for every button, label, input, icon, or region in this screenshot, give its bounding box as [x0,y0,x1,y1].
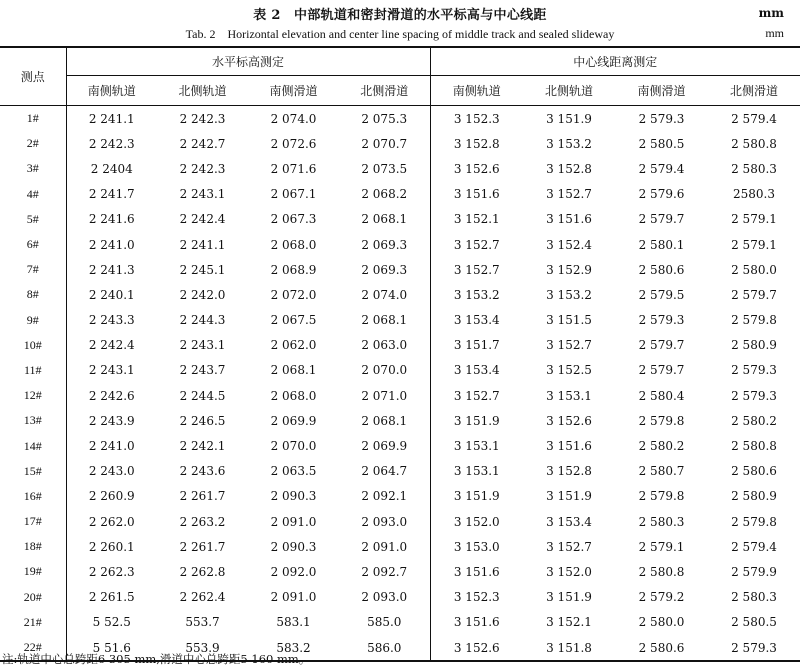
table-row [0,459,800,484]
value-cell: 3 153.2 [546,136,592,151]
header-group-row [0,47,800,76]
value-cell: 2 580.4 [638,388,685,403]
value-cell: 2 068.9 [270,262,317,277]
value-cell: 2 262.0 [88,514,135,529]
value-cell: 2 244.3 [179,313,226,328]
value-cell: 2 261.7 [179,539,226,554]
value-cell: 2 090.3 [270,539,317,554]
measure-point-cell: 19# [0,559,66,584]
value-cell: 3 152.0 [546,564,592,579]
table-row [0,257,800,282]
value-cell: 2 241.0 [88,439,135,454]
value-cell: 2 579.8 [731,514,777,529]
value-cell: 3 151.6 [453,564,500,579]
value-cell: 3 152.7 [546,539,592,554]
value-cell: 3 151.9 [546,489,592,504]
value-cell: 2 243.7 [179,363,226,378]
table-body [0,106,800,662]
table-row [0,308,800,333]
value-cell: 2 579.3 [638,313,685,328]
value-cell: 2 063.0 [339,333,430,358]
measure-point-cell: 4# [0,182,66,207]
value-cell: 2 243.0 [88,464,135,479]
value-cell: 3 151.6 [453,187,500,202]
value-cell: 2 242.4 [88,338,135,353]
table-row [0,559,800,584]
value-cell: 2 579.3 [708,635,800,661]
value-cell: 3 153.4 [546,514,592,529]
group-header-centerline: 中心线距离测定 [430,47,800,76]
value-cell: 2 580.9 [731,338,777,353]
value-cell: 3 152.3 [453,590,500,605]
value-cell: 2 067.1 [270,187,317,202]
value-cell: 3 151.8 [523,635,615,661]
value-cell: 2 580.8 [731,439,777,454]
value-cell: 2 091.0 [270,590,317,605]
value-cell: 3 153.1 [453,464,500,479]
value-cell: 2 246.5 [179,413,226,428]
value-cell: 2 579.3 [638,111,685,126]
table-row [0,156,800,181]
value-cell: 2 243.9 [88,413,135,428]
table-row [0,207,800,232]
measure-point-cell: 8# [0,282,66,307]
table-row [0,433,800,458]
table-row [0,232,800,257]
value-cell: 2 579.7 [731,287,777,302]
table-row [0,182,800,207]
value-cell: 3 151.6 [546,212,592,227]
value-cell: 2 091.0 [270,514,317,529]
value-cell: 3 152.8 [546,464,592,479]
value-cell: 3 151.6 [453,615,500,630]
value-cell: 2 580.2 [731,413,777,428]
value-cell: 2 580.5 [638,136,685,151]
value-cell: 2 579.1 [731,237,777,252]
measure-point-cell: 21# [0,610,66,635]
value-cell: 2 242.3 [179,111,226,126]
value-cell: 2 580.8 [731,136,777,151]
value-cell: 2 579.8 [638,489,685,504]
value-cell: 2 090.3 [270,489,317,504]
value-cell: 2 579.5 [638,287,685,302]
value-cell: 3 152.1 [546,615,592,630]
row-label-header: 测点 [0,47,66,106]
value-cell: 3 152.7 [453,237,500,252]
value-cell: 2 072.6 [270,136,317,151]
value-cell: 2 074.0 [339,282,430,307]
value-cell: 2 579.7 [638,212,685,227]
value-cell: 2 068.1 [339,408,430,433]
value-cell: 3 153.2 [453,287,500,302]
value-cell: 2 242.1 [179,439,226,454]
value-cell: 2 075.3 [339,106,430,132]
table-row [0,408,800,433]
value-cell: 2 070.7 [339,131,430,156]
measure-point-cell: 17# [0,509,66,534]
value-cell: 2 242.7 [179,136,226,151]
value-cell: 3 153.1 [453,439,500,454]
value-cell: 3 153.0 [453,539,500,554]
value-cell: 2 579.2 [638,590,685,605]
measure-point-cell: 20# [0,585,66,610]
value-cell: 2 068.0 [270,388,317,403]
column-header: 南侧轨道 [66,76,157,106]
value-cell: 2 579.8 [731,313,777,328]
table-footnote: 注:轨道中心总跨距6 305 mm,滑道中心总跨距5 160 mm。 [2,652,311,666]
column-header: 南侧滑道 [615,76,708,106]
value-cell: 2 579.4 [731,111,777,126]
value-cell: 2 241.3 [88,262,135,277]
value-cell: 2 262.8 [179,564,226,579]
value-cell: 585.0 [339,610,430,635]
value-cell: 2 092.7 [339,559,430,584]
value-cell: 553.9 [157,635,248,661]
value-cell: 2 241.7 [88,187,135,202]
value-cell: 2 243.3 [88,313,135,328]
value-cell: 2 579.7 [638,363,685,378]
value-cell: 2 070.0 [339,358,430,383]
value-cell: 2 067.3 [270,212,317,227]
value-cell: 2 244.5 [179,388,226,403]
value-cell: 2 243.1 [179,338,226,353]
value-cell: 2 580.0 [731,262,777,277]
header-column-row [0,76,800,106]
value-cell: 2 580.8 [638,564,685,579]
value-cell: 2 064.7 [339,459,430,484]
value-cell: 2 579.1 [731,212,777,227]
value-cell: 2 242.3 [179,161,226,176]
value-cell: 2 580.9 [731,489,777,504]
value-cell: 2 243.1 [179,187,226,202]
value-cell: 3 153.4 [453,313,500,328]
value-cell: 2 242.0 [179,287,226,302]
value-cell: 3 153.1 [546,388,592,403]
measure-point-cell: 13# [0,408,66,433]
value-cell: 2 241.1 [88,111,135,126]
value-cell: 2 580.3 [638,514,685,529]
value-cell: 3 152.0 [453,514,500,529]
table-row [0,106,800,132]
table-caption-cn: 表 2 中部轨道和密封滑道的水平标高与中心线距 [253,8,547,23]
value-cell: 2 068.1 [339,308,430,333]
value-cell: 2 580.7 [638,464,685,479]
value-cell: 3 153.4 [453,363,500,378]
table-row [0,534,800,559]
value-cell: 2 067.5 [270,313,317,328]
group-header-elevation: 水平标高测定 [66,47,430,76]
value-cell: 2 092.0 [270,564,317,579]
table-row [0,484,800,509]
value-cell: 2 243.1 [88,363,135,378]
value-cell: 2 242.3 [88,136,135,151]
value-cell: 2 069.3 [339,257,430,282]
value-cell: 3 152.4 [546,237,592,252]
value-cell: 3 151.7 [453,338,500,353]
value-cell: 5 52.5 [92,615,131,630]
table-row [0,383,800,408]
table-row [0,282,800,307]
value-cell: 2 580.6 [615,635,708,661]
value-cell: 2 068.1 [270,363,317,378]
value-cell: 2 069.9 [270,413,317,428]
measure-point-cell: 15# [0,459,66,484]
value-cell: 583.2 [248,635,339,661]
value-cell: 2 580.1 [638,237,685,252]
value-cell: 2580.3 [733,187,776,202]
value-cell: 2 579.4 [731,539,777,554]
value-cell: 2 071.0 [339,383,430,408]
value-cell: 3 151.9 [546,111,592,126]
value-cell: 2 068.2 [339,182,430,207]
value-cell: 2 072.0 [270,287,317,302]
column-header: 北侧轨道 [523,76,615,106]
table-row [0,509,800,534]
value-cell: 2 261.5 [88,590,135,605]
value-cell: 3 152.9 [546,262,592,277]
value-cell: 2 063.5 [270,464,317,479]
unit-label-en: mm [765,26,784,40]
column-header: 南侧滑道 [248,76,339,106]
value-cell: 3 152.6 [453,161,500,176]
measure-point-cell: 16# [0,484,66,509]
value-cell: 2 260.9 [88,489,135,504]
value-cell: 2 240.1 [88,287,135,302]
value-cell: 2 074.0 [270,111,317,126]
value-cell: 2 091.0 [339,534,430,559]
value-cell: 2 068.0 [270,237,317,252]
value-cell: 2 242.6 [88,388,135,403]
table-row [0,131,800,156]
value-cell: 3 152.7 [453,262,500,277]
value-cell: 553.7 [185,615,220,630]
value-cell: 2 580.6 [638,262,685,277]
value-cell: 2 579.8 [638,413,685,428]
table-row [0,585,800,610]
value-cell: 2 262.3 [88,564,135,579]
value-cell: 3 151.5 [546,313,592,328]
column-header: 北侧滑道 [339,76,430,106]
value-cell: 2 070.0 [270,439,317,454]
measure-point-cell: 12# [0,383,66,408]
value-cell: 2 242.4 [179,212,226,227]
table-row [0,333,800,358]
value-cell: 583.1 [276,615,311,630]
column-header: 北侧滑道 [708,76,800,106]
value-cell: 3 151.9 [453,413,500,428]
value-cell: 3 153.2 [546,287,592,302]
value-cell: 3 152.1 [453,212,500,227]
value-cell: 2 580.3 [731,590,777,605]
value-cell: 2 245.1 [179,262,226,277]
value-cell: 3 152.3 [453,111,500,126]
value-cell: 2 241.6 [88,212,135,227]
value-cell: 2 2404 [90,161,133,176]
value-cell: 2 068.1 [339,207,430,232]
value-cell: 3 152.7 [546,338,592,353]
value-cell: 3 152.8 [546,161,592,176]
value-cell: 3 151.9 [453,489,500,504]
value-cell: 2 580.2 [638,439,685,454]
unit-label-cn: mm [758,6,784,20]
value-cell: 2 093.0 [339,585,430,610]
value-cell: 3 151.6 [546,439,592,454]
value-cell: 2 580.5 [731,615,777,630]
value-cell: 2 579.9 [731,564,777,579]
measure-point-cell: 3# [0,156,66,181]
value-cell: 2 579.3 [731,363,777,378]
value-cell: 2 579.3 [731,388,777,403]
value-cell: 2 579.6 [638,187,685,202]
value-cell: 2 073.5 [339,156,430,181]
value-cell: 3 152.6 [430,635,523,661]
measure-point-cell: 18# [0,534,66,559]
value-cell: 2 062.0 [270,338,317,353]
value-cell: 5 51.6 [66,635,157,661]
measure-point-cell: 6# [0,232,66,257]
table-caption-en: Tab. 2 Horizontal elevation and center line spacing of middle track and sealed slideway [185,27,615,41]
value-cell: 2 263.2 [179,514,226,529]
measure-point-cell: 5# [0,207,66,232]
value-cell: 3 151.9 [546,590,592,605]
value-cell: 2 261.7 [179,489,226,504]
value-cell: 2 241.1 [179,237,226,252]
value-cell: 2 092.1 [339,484,430,509]
measure-point-cell: 14# [0,433,66,458]
value-cell: 2 069.9 [339,433,430,458]
value-cell: 2 579.4 [638,161,685,176]
value-cell: 586.0 [339,635,430,661]
data-table [0,46,800,662]
column-header: 南侧轨道 [430,76,523,106]
value-cell: 3 152.7 [546,187,592,202]
value-cell: 2 262.4 [179,590,226,605]
value-cell: 2 580.0 [638,615,685,630]
value-cell: 2 580.6 [731,464,777,479]
measure-point-cell: 22# [0,635,66,661]
value-cell: 2 260.1 [88,539,135,554]
table-row [0,610,800,635]
value-cell: 3 152.8 [453,136,500,151]
measure-point-cell: 1# [0,106,66,132]
value-cell: 3 152.6 [546,413,592,428]
column-header: 北侧轨道 [157,76,248,106]
value-cell: 2 241.0 [88,237,135,252]
measure-point-cell: 2# [0,131,66,156]
value-cell: 3 152.5 [546,363,592,378]
value-cell: 2 071.6 [270,161,317,176]
measure-point-cell: 9# [0,308,66,333]
value-cell: 2 093.0 [339,509,430,534]
value-cell: 2 579.7 [638,338,685,353]
value-cell: 2 580.3 [731,161,777,176]
measure-point-cell: 7# [0,257,66,282]
table-row [0,358,800,383]
measure-point-cell: 11# [0,358,66,383]
value-cell: 2 579.1 [638,539,685,554]
value-cell: 2 243.6 [179,464,226,479]
measure-point-cell: 10# [0,333,66,358]
value-cell: 2 069.3 [339,232,430,257]
value-cell: 3 152.7 [453,388,500,403]
